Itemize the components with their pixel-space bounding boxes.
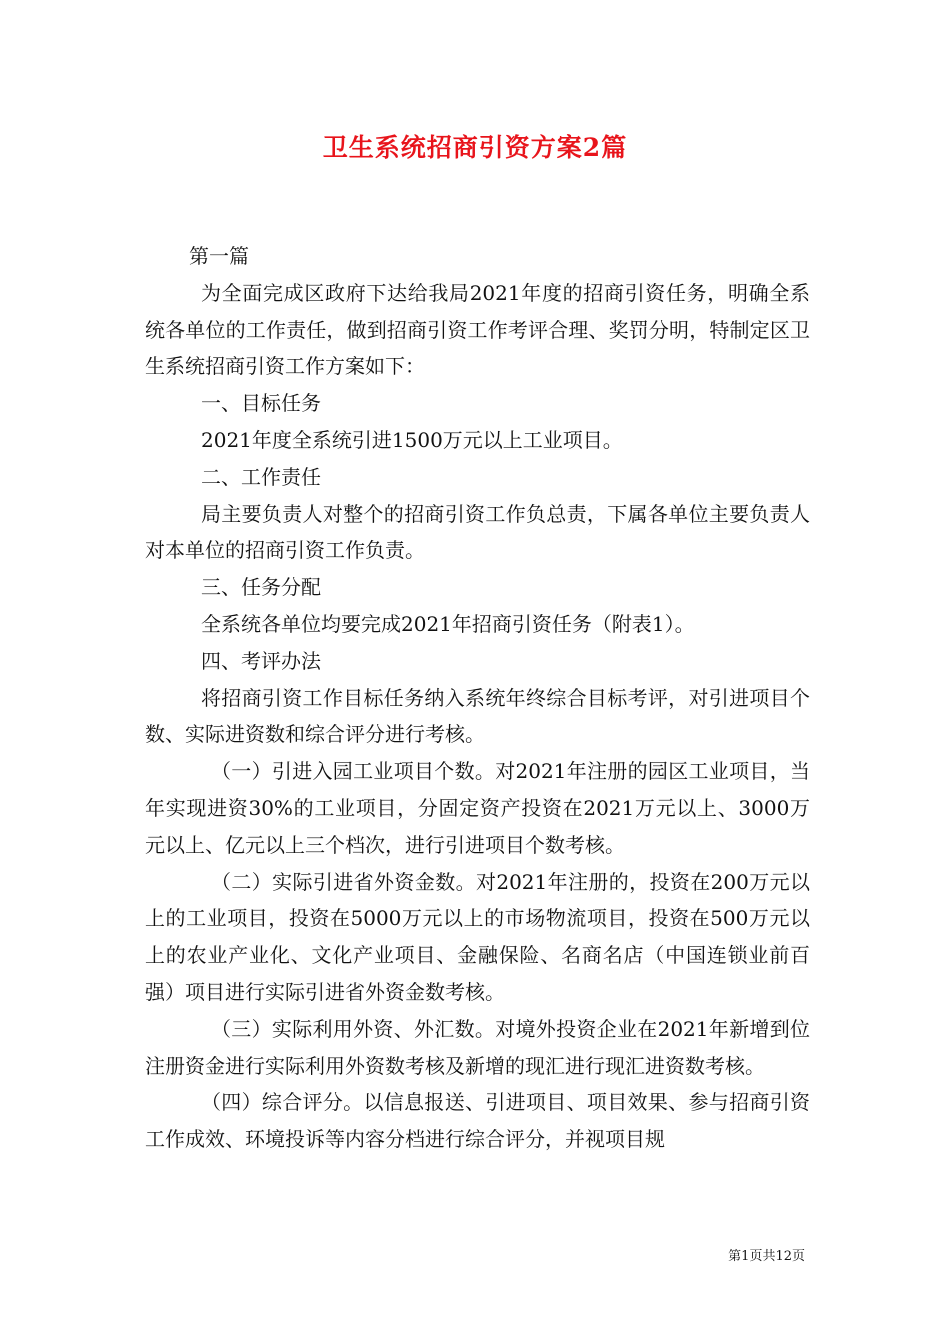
document-title: 卫生系统招商引资方案2篇 — [322, 133, 628, 162]
paragraph-evaluation-method: 将招商引资工作目标任务纳入系统年终综合目标考评，对引进项目个数、实际进资数和综合评分进行考核。 — [145, 685, 810, 747]
intro-paragraph: 为全面完成区政府下达给我局2021年度的招商引资任务，明确全系统各单位的工作责任，做到招商引资工作考评合理、奖罚分明，特制定区卫生系统招商引资工作方案如下： — [145, 280, 810, 379]
page-number: 第1页共12页 — [728, 1249, 805, 1264]
heading-task-allocation: 三、任务分配 — [201, 575, 321, 600]
paragraph-work-responsibility: 局主要负责人对整个的招商引资工作负总责，下属各单位主要负责人对本单位的招商引资工作负责。 — [145, 501, 810, 563]
heading-evaluation-method: 四、考评办法 — [201, 648, 321, 673]
heading-target-tasks: 一、目标任务 — [201, 391, 321, 416]
paragraph-target-tasks: 2021年度全系统引进1500万元以上工业项目。 — [201, 427, 623, 452]
paragraph-task-allocation: 全系统各单位均要完成2021年招商引资任务（附表1）。 — [201, 611, 695, 636]
paragraph-item-4: （四）综合评分。以信息报送、引进项目、项目效果、参与招商引资工作成效、环境投诉等内容分档进行综合评分，并视项目规 — [145, 1090, 810, 1152]
section-label: 第一篇 — [189, 244, 249, 268]
heading-work-responsibility: 二、工作责任 — [201, 464, 321, 489]
paragraph-item-1: （一）引进入园工业项目个数。对2021年注册的园区工业项目，当年实现进资30%的工业项目，分固定资产投资在2021万元以上、3000万元以上、亿元以上三个档次，进行引进项目个数考核。 — [145, 759, 810, 857]
paragraph-item-3: （三）实际利用外资、外汇数。对境外投资企业在2021年新增到位注册资金进行实际利用外资数考核及新增的现汇进行现汇进资数考核。 — [145, 1016, 810, 1078]
document-body — [145, 238, 810, 1158]
paragraph-item-2: （二）实际引进省外资金数。对2021年注册的，投资在200万元以上的工业项目，投资在5000万元以上的市场物流项目，投资在500万元以上的农业产业化、文化产业项目、金融保险、名商名店（中国连锁业前百强）项目进行实际引进省外资金数考核。 — [145, 869, 810, 1004]
